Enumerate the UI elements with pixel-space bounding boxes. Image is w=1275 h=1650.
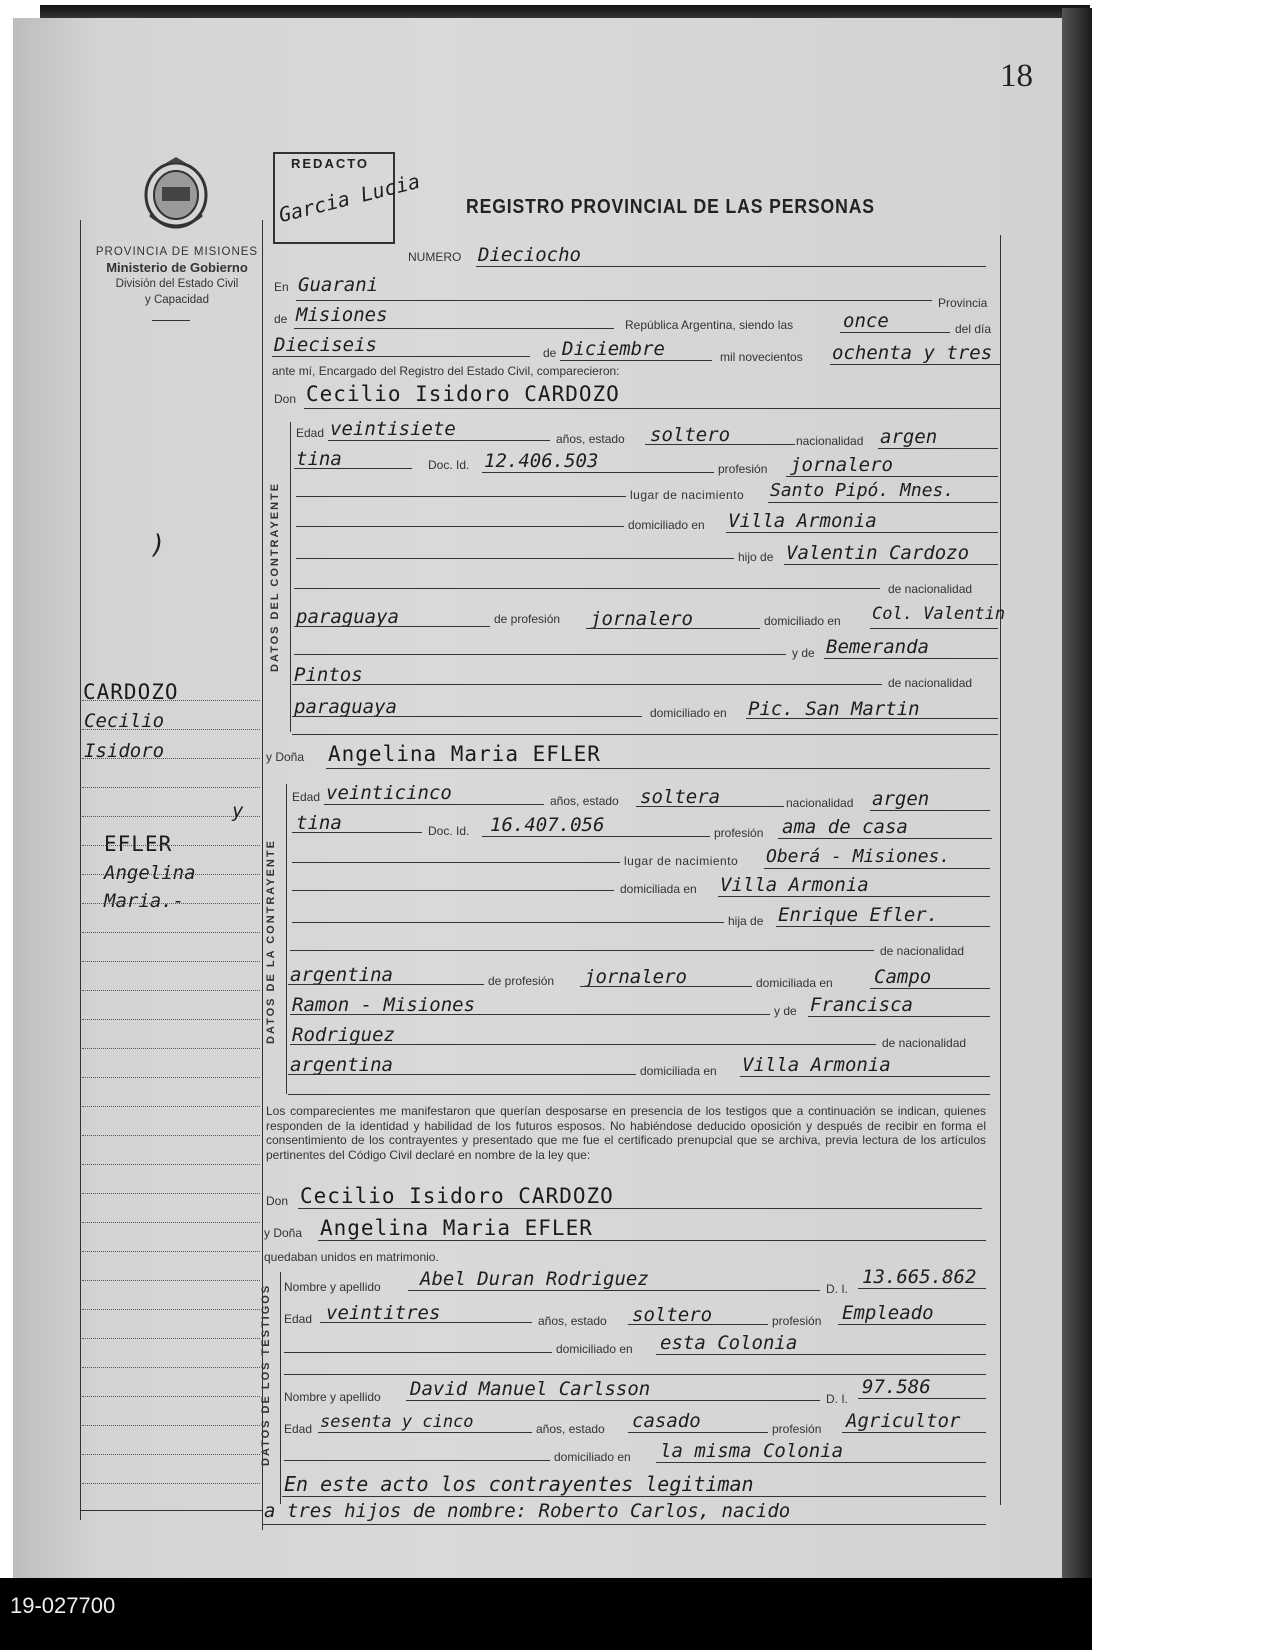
groom-madre-nac-value: paraguaya — [294, 696, 397, 718]
page-title: REGISTRO PROVINCIAL DE LAS PERSONAS — [466, 196, 875, 218]
witness-2-di-value: 97.586 — [862, 1376, 931, 1398]
bride-lugar-label: lugar de nacimiento — [624, 854, 739, 868]
witness-1-edad-value: veintitres — [326, 1302, 441, 1324]
witness-1-di-label: D. I. — [826, 1282, 849, 1296]
provincia-value: Misiones — [296, 304, 388, 326]
witness-1-edad-label: Edad — [284, 1312, 313, 1326]
dona-label: y Doña — [266, 750, 305, 764]
book-binding-edge — [1062, 8, 1092, 1578]
bride-estado-value: soltera — [640, 786, 721, 808]
witness-1-profesion-label: profesión — [772, 1314, 822, 1328]
bride-padre-value: Enrique Efler. — [778, 904, 939, 926]
margin-ruled-line — [82, 932, 260, 933]
dona-2-label: y Doña — [264, 1226, 303, 1240]
bride-madre-nac-label: de nacionalidad — [882, 1036, 967, 1050]
ante-mi-text: ante mí, Encargado del Registro del Estado Civil, comparecieron: — [272, 364, 620, 378]
margin-ruled-line — [82, 758, 260, 759]
bride-madre-dom-value: Villa Armonia — [742, 1054, 891, 1076]
groom-padre-dom-label: domiciliado en — [764, 614, 841, 628]
groom-doc-label: Doc. Id. — [428, 458, 470, 472]
margin-ruled-line — [82, 1048, 260, 1049]
witness-1-profesion-value: Empleado — [842, 1302, 934, 1324]
witness-1-nombre-label: Nombre y apellido — [284, 1280, 381, 1294]
groom-estado-value: soltero — [650, 424, 731, 446]
margin-bride-name-2: Maria.- — [104, 890, 185, 912]
dia-value: Dieciseis — [274, 334, 377, 356]
redacto-label: REDACTO — [291, 156, 370, 171]
anio-value: ochenta y tres — [832, 342, 993, 364]
bride-padre-dom-value-1: Campo — [874, 966, 932, 988]
groom-domicilio-label: domiciliado en — [628, 518, 705, 532]
margin-ruled-line — [82, 903, 260, 904]
witness-2-profesion-label: profesión — [772, 1422, 822, 1436]
margin-bracket-mark: ) — [150, 530, 166, 560]
del-dia-label: del día — [955, 322, 992, 336]
groom-hijo-label: hijo de — [738, 550, 774, 564]
groom-nacionalidad-value-1: argen — [880, 426, 938, 448]
groom-nacionalidad-value-2: tina — [296, 448, 342, 470]
witness-2-domicilio-value: la misma Colonia — [660, 1440, 844, 1462]
page-number: 18 — [1000, 58, 1033, 94]
margin-ruled-line — [82, 1222, 260, 1223]
margin-ruled-line — [82, 845, 260, 846]
groom-profesion-value: jornalero — [790, 454, 893, 476]
don-label: Don — [274, 392, 297, 406]
margin-ruled-line — [82, 1367, 260, 1368]
margin-ruled-line — [82, 1164, 260, 1165]
margin-ruled-line — [82, 1280, 260, 1281]
witness-1-domicilio-value: esta Colonia — [660, 1332, 798, 1354]
margin-bride-name-1: Angelina — [104, 862, 196, 884]
witness-2-nombre-value: David Manuel Carlsson — [410, 1378, 651, 1400]
margin-bride-surname: EFLER — [104, 832, 173, 856]
numero-label: NUMERO — [408, 250, 462, 264]
witness-1-estado-value: soltero — [632, 1304, 713, 1326]
bride-profesion-value: ama de casa — [782, 816, 908, 838]
institution-province: PROVINCIA DE MISIONES — [95, 246, 259, 258]
margin-ruled-line — [82, 1454, 260, 1455]
bride-nacionalidad-label: nacionalidad — [786, 796, 854, 810]
margin-ruled-line — [82, 1338, 260, 1339]
margin-groom-name-1: Cecilio — [84, 710, 165, 732]
groom-padre-prof-value: jornalero — [590, 608, 693, 630]
groom-profesion-label: profesión — [718, 462, 768, 476]
groom-madre-dom-label: domiciliado en — [650, 706, 727, 720]
margin-ruled-line — [82, 700, 260, 701]
don-value: Cecilio Isidoro CARDOZO — [306, 382, 620, 406]
quedaban-text: quedaban unidos en matrimonio. — [264, 1250, 439, 1264]
bride-domicilio-value: Villa Armonia — [720, 874, 869, 896]
institution-ministry: Ministerio de Gobierno — [106, 260, 248, 275]
archive-id: 19-027700 — [10, 1593, 116, 1618]
bride-padre-prof-label: de profesión — [488, 974, 555, 988]
institution-block — [92, 244, 262, 308]
hora-value: once — [843, 310, 889, 332]
groom-lugar-value: Santo Pipó. Mnes. — [770, 480, 955, 501]
bride-madre-label: y de — [774, 1004, 797, 1018]
institution-capacity: y Capacidad — [145, 294, 209, 306]
groom-madre-value-2: Pintos — [294, 664, 363, 686]
bride-padre-prof-value: jornalero — [584, 966, 687, 988]
groom-madre-dom-value: Pic. San Martin — [748, 698, 920, 720]
redacto-signature: Garcia Lucia — [276, 168, 423, 228]
bride-doc-value: 16.407.056 — [490, 814, 605, 836]
mil-novecientos-label: mil novecientos — [720, 350, 803, 364]
groom-padre-prof-label: de profesión — [494, 612, 561, 626]
de-label: de — [274, 312, 288, 326]
groom-section-label: DATOS DEL CONTRAYENTE — [269, 481, 281, 672]
witness-2-edad-value: sesenta y cinco — [320, 1412, 474, 1432]
bride-madre-value-2: Rodriguez — [292, 1024, 395, 1046]
witness-2-edad-label: Edad — [284, 1422, 313, 1436]
groom-edad-label: Edad — [296, 426, 325, 440]
witness-2-nombre-label: Nombre y apellido — [284, 1390, 381, 1404]
witness-2-di-label: D. I. — [826, 1392, 849, 1406]
witness-2-profesion-value: Agricultor — [846, 1410, 961, 1432]
margin-groom-surname: CARDOZO — [83, 680, 179, 704]
witness-1-estado-label: años, estado — [538, 1314, 607, 1328]
redacto-stamp — [273, 152, 423, 244]
bride-nacionalidad-value-2: tina — [296, 812, 342, 834]
groom-padre-value: Valentin Cardozo — [786, 542, 970, 564]
bride-edad-label: Edad — [292, 790, 321, 804]
witness-2-estado-label: años, estado — [536, 1422, 605, 1436]
witness-2-estado-value: casado — [632, 1410, 701, 1432]
de-mes-label: de — [543, 346, 557, 360]
bride-madre-value: Francisca — [810, 994, 913, 1016]
bride-doc-label: Doc. Id. — [428, 824, 470, 838]
groom-padre-nac-value: paraguaya — [296, 606, 399, 628]
don-2-value: Cecilio Isidoro CARDOZO — [300, 1184, 614, 1208]
mes-value: Diciembre — [562, 338, 665, 360]
note-line-1: En este acto los contrayentes legitiman — [284, 1472, 754, 1496]
margin-ruled-line — [82, 1396, 260, 1397]
groom-madre-value: Bemeranda — [826, 636, 929, 658]
bride-hija-label: hija de — [728, 914, 764, 928]
scan-bottom-edge — [0, 1578, 1092, 1650]
bride-lugar-value: Oberá - Misiones. — [766, 846, 951, 867]
groom-padre-dom-value: Col. Valentin — [872, 604, 1006, 624]
declaration-text: Los comparecientes me manifestaron que querían desposarse en presencia de los testigos que a continuación se indican, quienes responden de la identidad y habilidad de los futuros esposos. No habiéndose deducido oposición y después de recibir en forma el consentimiento de los contrayentes y presentado que me fue el certificado prenupcial que se archiva, previa lectura de los artículos pertinentes del Código Civil declaré en nombre de la ley que: — [266, 1104, 986, 1162]
coat-of-arms-seal-icon — [140, 155, 212, 233]
witnesses-section-label: DATOS DE LOS TESTIGOS — [260, 1283, 272, 1466]
groom-padre-nac-label: de nacionalidad — [888, 582, 973, 596]
bride-padre-dom-value-2: Ramon - Misiones — [292, 994, 476, 1016]
bride-estado-label: años, estado — [550, 794, 619, 808]
bride-madre-dom-label: domiciliada en — [640, 1064, 717, 1078]
dona-2-value: Angelina Maria EFLER — [320, 1216, 593, 1240]
margin-groom-name-2: Isidoro — [84, 740, 165, 762]
bride-nacionalidad-value-1: argen — [872, 788, 930, 810]
margin-ruled-line — [82, 1425, 260, 1426]
bride-padre-dom-label: domiciliada en — [756, 976, 833, 990]
groom-nacionalidad-label: nacionalidad — [796, 434, 864, 448]
margin-ruled-line — [82, 990, 260, 991]
groom-madre-label: y de — [792, 646, 815, 660]
numero-value: Dieciocho — [478, 244, 581, 266]
en-label: En — [274, 280, 289, 294]
groom-doc-value: 12.406.503 — [484, 450, 599, 472]
margin-ruled-line — [82, 787, 260, 788]
groom-estado-label: años, estado — [556, 432, 625, 446]
margin-ruled-line — [82, 1077, 260, 1078]
margin-conjunction: y — [232, 800, 244, 822]
margin-ruled-line — [82, 729, 260, 730]
bride-section-label: DATOS DE LA CONTRAYENTE — [265, 839, 277, 1044]
bride-padre-nac-value: argentina — [290, 964, 393, 986]
groom-edad-value: veintisiete — [330, 418, 456, 440]
witness-1-di-value: 13.665.862 — [862, 1266, 977, 1288]
bride-madre-nac-value: argentina — [290, 1054, 393, 1076]
margin-ruled-line — [82, 1106, 260, 1107]
groom-domicilio-value: Villa Armonia — [728, 510, 877, 532]
margin-ruled-line — [82, 1483, 260, 1484]
dona-value: Angelina Maria EFLER — [328, 742, 601, 766]
margin-ruled-line — [82, 961, 260, 962]
provincia-label: Provincia — [938, 296, 988, 310]
bride-profesion-label: profesión — [714, 826, 764, 840]
note-line-2: a tres hijos de nombre: Roberto Carlos, nacido — [264, 1500, 791, 1522]
bride-edad-value: veinticinco — [326, 782, 452, 804]
groom-madre-nac-label: de nacionalidad — [888, 676, 973, 690]
margin-ruled-line — [82, 1193, 260, 1194]
margin-ruled-line — [82, 1309, 260, 1310]
republica-label: República Argentina, siendo las — [625, 318, 794, 332]
margin-ruled-line — [82, 1251, 260, 1252]
groom-lugar-label: lugar de nacimiento — [630, 488, 745, 502]
en-value: Guarani — [298, 274, 379, 296]
witness-2-domicilio-label: domiciliado en — [554, 1450, 631, 1464]
bride-padre-nac-label: de nacionalidad — [880, 944, 965, 958]
margin-ruled-line — [82, 1019, 260, 1020]
don-2-label: Don — [266, 1194, 289, 1208]
margin-ruled-line — [82, 816, 260, 817]
witness-1-nombre-value: Abel Duran Rodriguez — [420, 1268, 649, 1290]
margin-ruled-line — [82, 874, 260, 875]
margin-ruled-line — [82, 1135, 260, 1136]
institution-division: División del Estado Civil — [115, 278, 239, 290]
witness-1-domicilio-label: domiciliado en — [556, 1342, 633, 1356]
bride-domicilio-label: domiciliada en — [620, 882, 697, 896]
